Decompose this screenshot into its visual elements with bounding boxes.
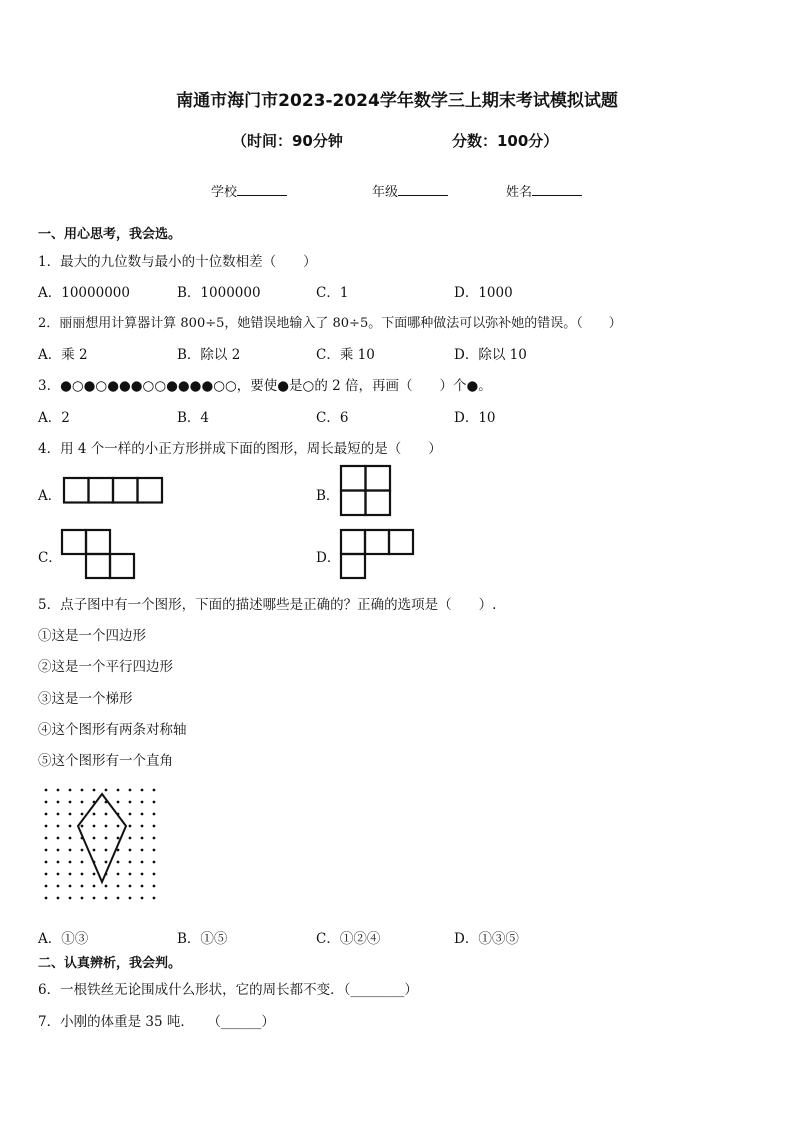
grid-dot bbox=[117, 861, 120, 864]
grid-dot bbox=[93, 825, 96, 828]
grid-dot bbox=[45, 849, 48, 852]
grid-dot bbox=[141, 837, 144, 840]
q3-option-a: A．2 bbox=[38, 410, 70, 426]
dot-grid-figure bbox=[40, 786, 156, 908]
grid-dots bbox=[45, 789, 156, 900]
grid-dot bbox=[105, 789, 108, 792]
grid-dot bbox=[81, 849, 84, 852]
grid-dot bbox=[117, 789, 120, 792]
grid-dot bbox=[153, 897, 156, 900]
question-6: 6．一根铁丝无论围成什么形状，它的周长都不变．（________） bbox=[38, 982, 418, 998]
grade-field bbox=[372, 181, 448, 200]
grid-dot bbox=[69, 813, 72, 816]
grid-dot bbox=[93, 849, 96, 852]
grid-dot bbox=[129, 813, 132, 816]
grid-dot bbox=[45, 825, 48, 828]
q4-shape-a bbox=[64, 478, 164, 504]
grid-dot bbox=[117, 825, 120, 828]
grid-dot bbox=[105, 837, 108, 840]
grid-dot bbox=[153, 825, 156, 828]
grid-dot bbox=[93, 789, 96, 792]
q5-option-a: A．①③ bbox=[38, 931, 89, 947]
grid-dot bbox=[69, 861, 72, 864]
q5-statement-1: ①这是一个四边形 bbox=[38, 628, 146, 644]
school-field bbox=[211, 181, 287, 200]
grid-dot bbox=[141, 849, 144, 852]
q4-option-d: D． bbox=[316, 550, 341, 566]
grid-dot bbox=[129, 873, 132, 876]
grid-dot bbox=[141, 801, 144, 804]
grid-dot bbox=[57, 897, 60, 900]
grid-dot bbox=[45, 813, 48, 816]
q4-shape-d bbox=[341, 530, 417, 582]
grid-dot bbox=[153, 813, 156, 816]
grid-dot bbox=[105, 813, 108, 816]
grid-dot bbox=[57, 789, 60, 792]
grid-dot bbox=[129, 861, 132, 864]
section-2-heading: 二、认真辨析，我会判。 bbox=[38, 956, 182, 971]
q4-shape-c bbox=[62, 530, 138, 582]
grade-label: 年级 bbox=[372, 185, 399, 200]
grid-dot bbox=[81, 885, 84, 888]
grid-dot bbox=[141, 885, 144, 888]
q5-option-d: D．①③⑤ bbox=[454, 931, 519, 947]
grid-dot bbox=[117, 885, 120, 888]
grid-dot bbox=[153, 885, 156, 888]
question-7: 7．小刚的体重是 35 吨． （______） bbox=[38, 1014, 275, 1030]
grid-dot bbox=[129, 825, 132, 828]
grid-dot bbox=[45, 837, 48, 840]
grid-dot bbox=[141, 897, 144, 900]
q5-option-c: C．①②④ bbox=[316, 931, 381, 947]
grid-dot bbox=[93, 873, 96, 876]
grid-dot bbox=[93, 885, 96, 888]
grid-dot bbox=[81, 825, 84, 828]
grid-dot bbox=[81, 873, 84, 876]
grid-dot bbox=[45, 873, 48, 876]
grid-dot bbox=[57, 825, 60, 828]
exam-time: （时间：90分钟 bbox=[232, 132, 343, 150]
grid-dot bbox=[117, 837, 120, 840]
grid-dot bbox=[153, 801, 156, 804]
grid-dot bbox=[105, 885, 108, 888]
grid-dot bbox=[45, 801, 48, 804]
grid-dot bbox=[153, 849, 156, 852]
grid-dot bbox=[153, 861, 156, 864]
grid-dot bbox=[153, 789, 156, 792]
grid-dot bbox=[69, 897, 72, 900]
grid-dot bbox=[69, 789, 72, 792]
q5-statement-3: ③这是一个梯形 bbox=[38, 691, 133, 707]
grid-dot bbox=[129, 897, 132, 900]
q1-option-d: D．1000 bbox=[454, 285, 513, 301]
grid-dot bbox=[105, 849, 108, 852]
question-2: 2．丽丽想用计算器计算 800÷5，她错误地输入了 80÷5。下面哪种做法可以弥补她的错误。（ ） bbox=[38, 316, 622, 331]
grid-dot bbox=[141, 825, 144, 828]
grid-dot bbox=[57, 801, 60, 804]
grade-blank bbox=[398, 183, 448, 196]
grid-dot bbox=[141, 813, 144, 816]
q3-option-b: B．4 bbox=[177, 410, 210, 426]
q5-statement-2: ②这是一个平行四边形 bbox=[38, 659, 173, 675]
grid-dot bbox=[45, 897, 48, 900]
grid-dot bbox=[129, 837, 132, 840]
q4-option-a: A． bbox=[38, 488, 62, 504]
grid-dot bbox=[141, 789, 144, 792]
q2-option-b: B．除以 2 bbox=[177, 347, 241, 363]
grid-dot bbox=[93, 837, 96, 840]
q3-option-c: C．6 bbox=[316, 410, 349, 426]
grid-dot bbox=[69, 837, 72, 840]
grid-dot bbox=[81, 789, 84, 792]
section-1-heading: 一、用心思考，我会选。 bbox=[38, 227, 182, 242]
grid-dot bbox=[153, 873, 156, 876]
grid-dot bbox=[57, 813, 60, 816]
q5-statement-5: ⑤这个图形有一个直角 bbox=[38, 753, 173, 769]
name-blank bbox=[532, 183, 582, 196]
grid-dot bbox=[69, 849, 72, 852]
grid-dot bbox=[57, 861, 60, 864]
q5-option-b: B．①⑤ bbox=[177, 931, 228, 947]
grid-dot bbox=[117, 873, 120, 876]
q1-option-a: A．10000000 bbox=[38, 285, 130, 301]
grid-dot bbox=[57, 837, 60, 840]
grid-dot bbox=[141, 873, 144, 876]
q4-shape-b bbox=[341, 466, 393, 518]
grid-dot bbox=[129, 885, 132, 888]
q1-option-b: B．1000000 bbox=[177, 285, 261, 301]
question-4: 4．用 4 个一样的小正方形拼成下面的图形，周长最短的是（ ） bbox=[38, 441, 442, 457]
grid-dot bbox=[45, 885, 48, 888]
grid-dot bbox=[69, 825, 72, 828]
grid-dot bbox=[45, 789, 48, 792]
school-blank bbox=[237, 183, 287, 196]
grid-dot bbox=[153, 837, 156, 840]
grid-dot bbox=[81, 897, 84, 900]
grid-dot bbox=[81, 861, 84, 864]
question-5: 5．点子图中有一个图形，下面的描述哪些是正确的？正确的选项是（ ）. bbox=[38, 597, 497, 613]
q3-option-d: D．10 bbox=[454, 410, 496, 426]
grid-dot bbox=[93, 897, 96, 900]
school-label: 学校 bbox=[211, 185, 238, 200]
grid-dot bbox=[57, 873, 60, 876]
grid-dot bbox=[105, 897, 108, 900]
q1-option-c: C．1 bbox=[316, 285, 349, 301]
q2-option-c: C．乘 10 bbox=[316, 347, 375, 363]
grid-dot bbox=[57, 885, 60, 888]
q4-option-c: C． bbox=[38, 550, 62, 566]
grid-dot bbox=[105, 825, 108, 828]
q5-statement-4: ④这个图形有两条对称轴 bbox=[38, 722, 187, 738]
grid-dot bbox=[69, 885, 72, 888]
exam-score: 分数：100分） bbox=[452, 132, 559, 150]
grid-dot bbox=[81, 813, 84, 816]
grid-dot bbox=[129, 801, 132, 804]
question-1: 1．最大的九位数与最小的十位数相差（ ） bbox=[38, 254, 317, 270]
page-title: 南通市海门市2023-2024学年数学三上期末考试模拟试题 bbox=[176, 91, 618, 111]
q2-option-a: A．乘 2 bbox=[38, 347, 88, 363]
grid-dot bbox=[105, 861, 108, 864]
grid-dot bbox=[93, 813, 96, 816]
grid-dot bbox=[141, 861, 144, 864]
grid-dot bbox=[69, 873, 72, 876]
name-label: 姓名 bbox=[506, 185, 533, 200]
grid-dot bbox=[117, 801, 120, 804]
grid-dot bbox=[129, 789, 132, 792]
grid-dot bbox=[45, 861, 48, 864]
grid-dot bbox=[117, 897, 120, 900]
q2-option-d: D．除以 10 bbox=[454, 347, 527, 363]
grid-dot bbox=[129, 849, 132, 852]
question-3: 3．●○●○●●●○○●●●●○○，要使●是○的 2 倍，再画（ ）个●。 bbox=[38, 378, 492, 394]
name-field bbox=[506, 181, 582, 200]
q4-option-b: B． bbox=[316, 488, 340, 504]
grid-dot bbox=[57, 849, 60, 852]
grid-dot bbox=[81, 801, 84, 804]
grid-dot bbox=[69, 801, 72, 804]
